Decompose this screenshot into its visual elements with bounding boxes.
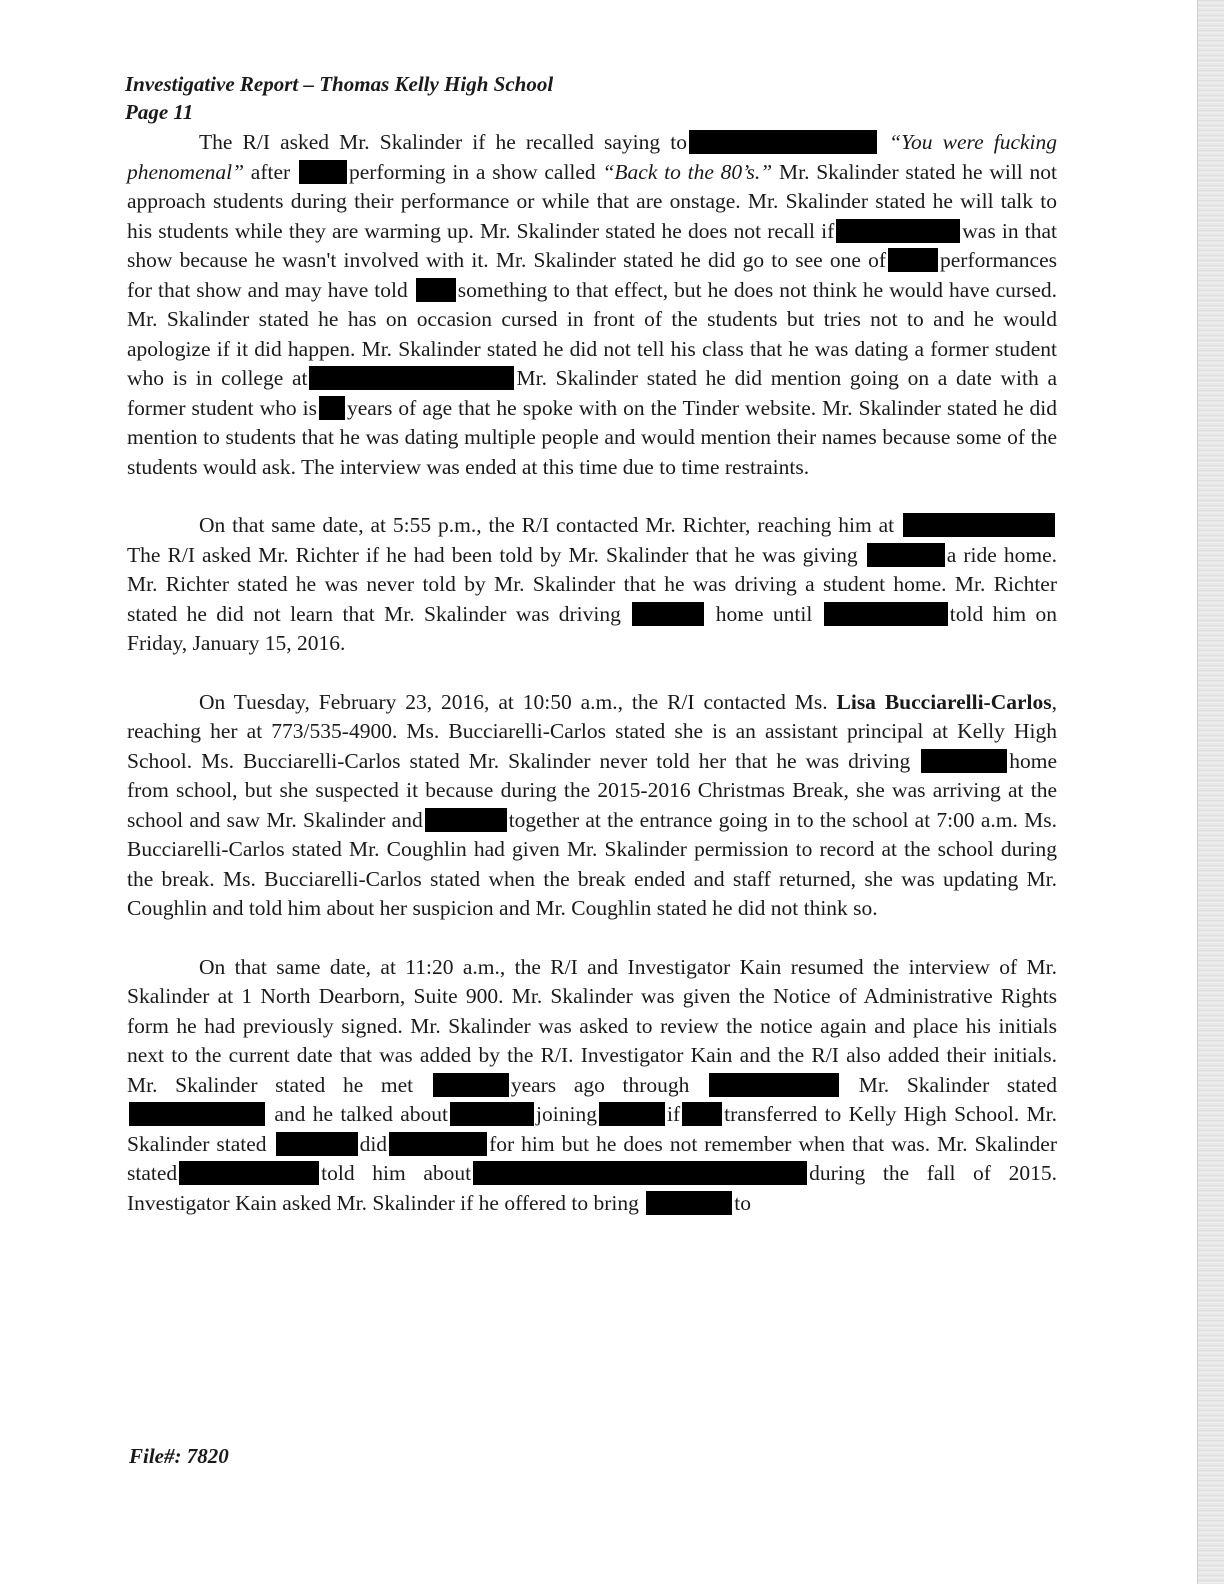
report-body bbox=[127, 128, 1057, 1247]
text: On that same date, at 11:20 a.m., the R/I and Investigator Kain resumed the interview of Mr. Skalinder at 1 North Dearborn, Suite 900. Mr. Skalinder was given the Notice of Administrative Rights form he had previously signed. Mr. Skalinder was asked to review the notice again and place his initials next to the current date that was added by the R/I. Investigator Kain and the R/I also added their initials. Mr. Skalinder stated he met bbox=[127, 954, 1057, 1097]
text: The R/I asked Mr. Richter if he had been told by Mr. Skalinder that he was giving bbox=[127, 542, 858, 567]
report-title: Investigative Report – Thomas Kelly High School bbox=[125, 72, 554, 96]
redaction bbox=[473, 1161, 807, 1185]
page-number: Page 11 bbox=[125, 100, 194, 124]
text: and he talked about bbox=[274, 1102, 449, 1126]
quote: “You were fucking phenomenal” bbox=[127, 130, 1058, 184]
redaction bbox=[129, 1102, 265, 1126]
scan-edge bbox=[1197, 0, 1224, 1584]
text: told him on Friday, January 15, 2016. bbox=[127, 601, 1058, 655]
redaction bbox=[689, 130, 877, 154]
text: performances for that show and may have told bbox=[127, 248, 1057, 302]
redaction bbox=[903, 513, 1055, 537]
redaction bbox=[425, 808, 507, 832]
redaction bbox=[888, 248, 938, 272]
text: to bbox=[734, 1190, 751, 1215]
report-header bbox=[125, 70, 825, 126]
redaction bbox=[416, 278, 456, 302]
person-name: Lisa Bucciarelli-Carlos bbox=[836, 689, 1052, 714]
redaction bbox=[433, 1073, 509, 1097]
redaction bbox=[389, 1132, 487, 1156]
redaction bbox=[299, 160, 347, 184]
text: joining bbox=[536, 1102, 597, 1126]
file-number: File#: 7820 bbox=[129, 1444, 229, 1468]
text: told him about bbox=[321, 1161, 472, 1185]
redaction bbox=[319, 396, 345, 420]
paragraph-1 bbox=[127, 128, 1057, 482]
text: if bbox=[666, 1102, 681, 1126]
text: a ride home. Mr. Richter stated he was never told by Mr. Skalinder that he was driving a student home. Mr. Richter stated he did not learn that Mr. Skalinder was driving bbox=[127, 542, 1057, 626]
text: home until bbox=[715, 601, 813, 626]
text: performing in a show called bbox=[348, 159, 596, 184]
text: together at the entrance going in to the school at 7:00 a.m. Ms. Bucciarelli-Carlos stated Mr. Coughlin had given Mr. Skalinder permission to record at the school during the break. Ms. Bucciarelli-Carlos stated when the break ended and staff returned, she was updating Mr. Coughlin and told him about her suspicion and Mr. Coughlin stated he did not think so. bbox=[127, 807, 1057, 920]
redaction bbox=[836, 219, 960, 243]
text: On that same date, at 5:55 p.m., the R/I contacted Mr. Richter, reaching him at bbox=[199, 513, 895, 537]
redaction bbox=[599, 1102, 665, 1126]
text: something to that effect, but he does not think he would have cursed. Mr. Skalinder stated he has on occasion cursed in front of the students but tries not to and he would apologize if it did happen. Mr. Skalinder stated he did not tell his class that he was dating a former student who is in college at bbox=[127, 277, 1058, 390]
text: after bbox=[244, 159, 291, 184]
text: did bbox=[359, 1131, 388, 1156]
text: Mr. Skalinder stated bbox=[858, 1072, 1058, 1097]
redaction bbox=[309, 366, 514, 390]
text: Mr. Skalinder stated he will not approach students during their performance or while that are onstage. Mr. Skalinder stated he will talk to his students while they are warming up. Mr. Skalinder stated he does not recall if bbox=[127, 159, 1058, 243]
redaction bbox=[276, 1132, 358, 1156]
text: years of age that he spoke with on the Tinder website. Mr. Skalinder stated he did mention to students that he was dating multiple people and would mention their names because some of the students would ask. The interview was ended at this time due to time restraints. bbox=[127, 395, 1057, 479]
redaction bbox=[632, 602, 704, 626]
redaction bbox=[179, 1161, 319, 1185]
quote: “Back to the 80’s.” bbox=[602, 159, 773, 184]
text: Mr. Skalinder stated he did mention going on a date with a former student who is bbox=[127, 366, 1057, 420]
redaction bbox=[682, 1102, 722, 1126]
redaction bbox=[450, 1102, 534, 1126]
redaction bbox=[824, 602, 948, 626]
redaction bbox=[709, 1073, 839, 1097]
redaction bbox=[921, 749, 1007, 773]
paragraph-2 bbox=[127, 511, 1057, 659]
redaction bbox=[867, 543, 945, 567]
text: during the fall of 2015. Investigator Kain asked Mr. Skalinder if he offered to bring bbox=[127, 1161, 1057, 1215]
redaction bbox=[646, 1191, 732, 1215]
text: transferred to Kelly High School. Mr. Skalinder stated bbox=[127, 1102, 1058, 1156]
text: was in that show because he wasn't involved with it. Mr. Skalinder stated he did go to see one of bbox=[127, 218, 1057, 272]
text: The R/I asked Mr. Skalinder if he recalled saying to bbox=[199, 130, 687, 154]
paragraph-4 bbox=[127, 953, 1057, 1219]
text: , reaching her at 773/535-4900. Ms. Bucciarelli-Carlos stated she is an assistant principal at Kelly High School. Ms. Bucciarelli-Carlos stated Mr. Skalinder never told her that he was driving bbox=[127, 689, 1058, 773]
text: for him but he does not remember when that was. Mr. Skalinder stated bbox=[127, 1131, 1057, 1185]
text: On Tuesday, February 23, 2016, at 10:50 a.m., the R/I contacted Ms. bbox=[199, 689, 828, 714]
paragraph-3 bbox=[127, 688, 1057, 924]
text: years ago through bbox=[510, 1072, 690, 1097]
text: home from school, but she suspected it because during the 2015-2016 Christmas Break, she was arriving at the school and saw Mr. Skalinder and bbox=[127, 748, 1057, 832]
